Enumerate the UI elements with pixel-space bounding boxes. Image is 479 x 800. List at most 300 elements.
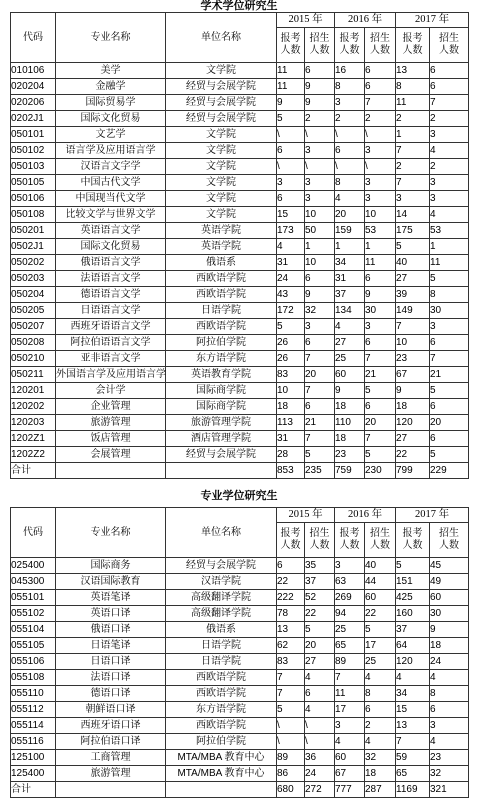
header-admitted-2015 xyxy=(305,523,335,558)
cell-2015-admitted: 6 xyxy=(305,335,335,351)
cell-2017-applied: 65 xyxy=(396,766,430,782)
row-major-name: 阿拉伯语口译 xyxy=(56,734,166,750)
cell-2016-applied: 60 xyxy=(335,750,365,766)
row-unit-name: 西欧语学院 xyxy=(166,670,277,686)
table-row xyxy=(11,686,469,702)
cell-2017-applied: 5 xyxy=(396,239,430,255)
row-code: 055116 xyxy=(11,734,56,750)
row-unit-name: 西欧语学院 xyxy=(166,686,277,702)
cell-2015-admitted: 5 xyxy=(305,447,335,463)
cell-2016-admitted: 18 xyxy=(365,766,396,782)
cell-2015-applied: 11 xyxy=(277,63,305,79)
cell-2016-applied: 3 xyxy=(335,95,365,111)
cell-2016-admitted: 6 xyxy=(365,63,396,79)
cell-2017-applied: 160 xyxy=(396,606,430,622)
cell-2017-applied: 64 xyxy=(396,638,430,654)
cell-2016-admitted: 8 xyxy=(365,686,396,702)
cell-2015-admitted: 3 xyxy=(305,175,335,191)
cell-2016-admitted: 6 xyxy=(365,335,396,351)
row-unit-name: 东方语学院 xyxy=(166,702,277,718)
header-major: 专业名称 xyxy=(56,508,166,558)
header-year-2017: 2017 年 xyxy=(396,13,469,28)
table-row xyxy=(11,143,469,159)
table-row xyxy=(11,367,469,383)
cell-2015-applied: 28 xyxy=(277,447,305,463)
row-unit-name: 旅游管理学院 xyxy=(166,415,277,431)
row-major-name: 日语语言文学 xyxy=(56,303,166,319)
cell-2017-admitted: 6 xyxy=(430,702,469,718)
cell-2016-applied: 11 xyxy=(335,686,365,702)
cell-2016-admitted: 3 xyxy=(365,143,396,159)
cell-2017-applied: 59 xyxy=(396,750,430,766)
cell-2017-applied: 23 xyxy=(396,351,430,367)
row-unit-name: 经贸与会展学院 xyxy=(166,111,277,127)
row-unit-name: 西欧语学院 xyxy=(166,319,277,335)
row-major-name: 日语口译 xyxy=(56,654,166,670)
row-code: 1202Z2 xyxy=(11,447,56,463)
header-unit: 单位名称 xyxy=(166,13,277,63)
cell-2016-applied: 159 xyxy=(335,223,365,239)
cell-2015-applied: 13 xyxy=(277,622,305,638)
header-year-2016: 2016 年 xyxy=(335,508,396,523)
cell-2015-applied: 9 xyxy=(277,95,305,111)
table-row xyxy=(11,447,469,463)
cell-2017-admitted: 8 xyxy=(430,287,469,303)
row-unit-name: MTA/MBA 教育中心 xyxy=(166,750,277,766)
row-major-name: 国际贸易学 xyxy=(56,95,166,111)
cell-2017-admitted: 2 xyxy=(430,159,469,175)
cell-2015-admitted: \ xyxy=(305,718,335,734)
cell-2016-applied: 1 xyxy=(335,239,365,255)
cell-2015-applied: 26 xyxy=(277,335,305,351)
cell-2016-admitted: 17 xyxy=(365,638,396,654)
table-row xyxy=(11,287,469,303)
cell-2015-admitted: 3 xyxy=(305,319,335,335)
cell-2017-applied: 7 xyxy=(396,175,430,191)
row-unit-name: 阿拉伯学院 xyxy=(166,734,277,750)
cell-2016-admitted: \ xyxy=(365,127,396,143)
table-row xyxy=(11,415,469,431)
cell-2017-admitted: 6 xyxy=(430,63,469,79)
cell-2016-admitted: 7 xyxy=(365,95,396,111)
cell-2017-applied: 149 xyxy=(396,303,430,319)
row-unit-name: 文学院 xyxy=(166,191,277,207)
cell-2016-admitted: 3 xyxy=(365,319,396,335)
cell-2017-applied: 37 xyxy=(396,622,430,638)
cell-2016-applied: 67 xyxy=(335,766,365,782)
cell-2016-applied: 9 xyxy=(335,383,365,399)
header-admitted-line1: 招生 xyxy=(309,528,330,539)
cell-2015-applied: 6 xyxy=(277,191,305,207)
table-row xyxy=(11,431,469,447)
cell-2017-applied: 151 xyxy=(396,574,430,590)
table-row xyxy=(11,255,469,271)
cell-2017-applied: 27 xyxy=(396,431,430,447)
cell-2017-admitted: 3 xyxy=(430,319,469,335)
row-code: 120202 xyxy=(11,399,56,415)
cell-2015-admitted: \ xyxy=(305,127,335,143)
professional-table-title: 专业学位研究生 xyxy=(200,490,278,502)
cell-2016-applied: 4 xyxy=(335,319,365,335)
cell-2016-admitted: 6 xyxy=(365,79,396,95)
row-unit-name: 英语学院 xyxy=(166,239,277,255)
cell-2016-applied: 16 xyxy=(335,63,365,79)
cell-2016-applied: 23 xyxy=(335,447,365,463)
table-row xyxy=(11,159,469,175)
row-major-name: 西班牙语语言文学 xyxy=(56,319,166,335)
row-code: 050102 xyxy=(11,143,56,159)
row-code: 055108 xyxy=(11,670,56,686)
cell-2015-admitted: 20 xyxy=(305,638,335,654)
header-applied-line2: 人数 xyxy=(402,540,423,551)
row-major-name: 饭店管理 xyxy=(56,431,166,447)
cell-2017-applied: 11 xyxy=(396,95,430,111)
cell-2016-applied: 8 xyxy=(335,79,365,95)
table-row xyxy=(11,63,469,79)
total-unit-empty-cell xyxy=(166,782,277,798)
row-code: 055105 xyxy=(11,638,56,654)
row-unit-name: 酒店管理学院 xyxy=(166,431,277,447)
row-code: 020206 xyxy=(11,95,56,111)
cell-2016-applied: 25 xyxy=(335,351,365,367)
row-major-name: 企业管理 xyxy=(56,399,166,415)
cell-2015-admitted: 50 xyxy=(305,223,335,239)
row-unit-name: 高级翻译学院 xyxy=(166,590,277,606)
cell-2016-applied: 18 xyxy=(335,431,365,447)
total-2017-admitted: 229 xyxy=(430,463,469,479)
cell-2015-applied: 5 xyxy=(277,111,305,127)
cell-2015-admitted: 2 xyxy=(305,111,335,127)
cell-2017-admitted: 3 xyxy=(430,191,469,207)
table-row xyxy=(11,606,469,622)
cell-2016-applied: 2 xyxy=(335,111,365,127)
header-admitted-2016 xyxy=(365,523,396,558)
cell-2015-admitted: 6 xyxy=(305,686,335,702)
row-major-name: 汉语国际教育 xyxy=(56,574,166,590)
cell-2016-applied: 20 xyxy=(335,207,365,223)
row-major-name: 日语笔译 xyxy=(56,638,166,654)
row-unit-name: 经贸与会展学院 xyxy=(166,95,277,111)
cell-2015-applied: \ xyxy=(277,718,305,734)
cell-2017-admitted: 5 xyxy=(430,447,469,463)
cell-2016-applied: 37 xyxy=(335,287,365,303)
cell-2017-admitted: 6 xyxy=(430,335,469,351)
cell-2016-admitted: 11 xyxy=(365,255,396,271)
row-code: 050208 xyxy=(11,335,56,351)
header-admitted-line2: 人数 xyxy=(439,540,459,551)
header-admitted-line2: 人数 xyxy=(370,45,390,56)
total-2015-applied: 853 xyxy=(277,463,305,479)
cell-2016-admitted: 22 xyxy=(365,606,396,622)
cell-2015-applied: 11 xyxy=(277,79,305,95)
row-major-name: 德语语言文学 xyxy=(56,287,166,303)
cell-2015-admitted: 4 xyxy=(305,702,335,718)
cell-2015-admitted: 6 xyxy=(305,399,335,415)
header-major: 专业名称 xyxy=(56,13,166,63)
cell-2016-admitted: 40 xyxy=(365,558,396,574)
cell-2017-admitted: 8 xyxy=(430,686,469,702)
row-code: 1202Z1 xyxy=(11,431,56,447)
row-major-name: 旅游管理 xyxy=(56,415,166,431)
row-major-name: 朝鲜语口译 xyxy=(56,702,166,718)
total-2015-admitted: 235 xyxy=(305,463,335,479)
cell-2016-admitted: 4 xyxy=(365,734,396,750)
cell-2017-admitted: 24 xyxy=(430,654,469,670)
cell-2017-admitted: 18 xyxy=(430,638,469,654)
table-row xyxy=(11,351,469,367)
row-unit-name: 东方语学院 xyxy=(166,351,277,367)
cell-2017-admitted: 9 xyxy=(430,622,469,638)
row-unit-name: 文学院 xyxy=(166,175,277,191)
row-code: 055101 xyxy=(11,590,56,606)
header-code: 代码 xyxy=(11,508,56,558)
row-code: 045300 xyxy=(11,574,56,590)
cell-2015-admitted: 27 xyxy=(305,654,335,670)
row-code: 055112 xyxy=(11,702,56,718)
cell-2016-admitted: 21 xyxy=(365,367,396,383)
cell-2016-applied: \ xyxy=(335,159,365,175)
cell-2015-admitted: 37 xyxy=(305,574,335,590)
cell-2017-applied: 22 xyxy=(396,447,430,463)
row-major-name: 会展管理 xyxy=(56,447,166,463)
total-2017-admitted: 321 xyxy=(430,782,469,798)
total-row xyxy=(11,782,469,798)
cell-2017-admitted: 6 xyxy=(430,399,469,415)
cell-2016-admitted: 4 xyxy=(365,670,396,686)
row-major-name: 外国语言学及应用语言学 xyxy=(56,367,166,383)
cell-2015-applied: \ xyxy=(277,734,305,750)
row-code: 0502J1 xyxy=(11,239,56,255)
cell-2017-applied: 2 xyxy=(396,159,430,175)
row-unit-name: 俄语系 xyxy=(166,622,277,638)
cell-2017-admitted: 6 xyxy=(430,79,469,95)
header-admitted-line1: 招生 xyxy=(309,33,330,44)
cell-2016-applied: 17 xyxy=(335,702,365,718)
row-major-name: 英语笔译 xyxy=(56,590,166,606)
cell-2017-applied: 9 xyxy=(396,383,430,399)
row-unit-name: 经贸与会展学院 xyxy=(166,558,277,574)
cell-2016-applied: 134 xyxy=(335,303,365,319)
professional-degree-table xyxy=(10,507,469,798)
cell-2015-applied: 62 xyxy=(277,638,305,654)
table-row xyxy=(11,750,469,766)
cell-2016-applied: 89 xyxy=(335,654,365,670)
row-unit-name: 高级翻译学院 xyxy=(166,606,277,622)
cell-2017-applied: 5 xyxy=(396,558,430,574)
cell-2016-admitted: 5 xyxy=(365,622,396,638)
row-code: 050211 xyxy=(11,367,56,383)
cell-2016-admitted: 30 xyxy=(365,303,396,319)
cell-2015-admitted: 9 xyxy=(305,79,335,95)
cell-2017-applied: 2 xyxy=(396,111,430,127)
header-admitted-line1: 招生 xyxy=(439,33,459,44)
cell-2015-admitted: 7 xyxy=(305,383,335,399)
row-code: 050201 xyxy=(11,223,56,239)
cell-2016-admitted: 7 xyxy=(365,351,396,367)
table-row xyxy=(11,303,469,319)
cell-2015-admitted: 22 xyxy=(305,606,335,622)
cell-2015-applied: 24 xyxy=(277,271,305,287)
total-2015-applied: 680 xyxy=(277,782,305,798)
row-major-name: 工商管理 xyxy=(56,750,166,766)
professional-table-body xyxy=(11,558,469,798)
cell-2016-applied: 4 xyxy=(335,734,365,750)
cell-2016-admitted: 44 xyxy=(365,574,396,590)
cell-2016-admitted: 2 xyxy=(365,111,396,127)
cell-2015-applied: 113 xyxy=(277,415,305,431)
row-code: 020204 xyxy=(11,79,56,95)
cell-2016-applied: 60 xyxy=(335,367,365,383)
table-row xyxy=(11,622,469,638)
row-major-name: 英语语言文学 xyxy=(56,223,166,239)
table-row xyxy=(11,319,469,335)
table-row xyxy=(11,95,469,111)
header-applied-line1: 报考 xyxy=(402,33,423,44)
table-row xyxy=(11,239,469,255)
row-major-name: 美学 xyxy=(56,63,166,79)
header-admitted-line2: 人数 xyxy=(370,540,390,551)
cell-2017-admitted: 45 xyxy=(430,558,469,574)
cell-2015-applied: 86 xyxy=(277,766,305,782)
cell-2015-admitted: 9 xyxy=(305,95,335,111)
row-unit-name: 文学院 xyxy=(166,63,277,79)
cell-2016-applied: 63 xyxy=(335,574,365,590)
row-unit-name: 文学院 xyxy=(166,159,277,175)
total-major-empty-cell xyxy=(56,463,166,479)
cell-2015-admitted: \ xyxy=(305,734,335,750)
cell-2015-applied: 5 xyxy=(277,702,305,718)
cell-2017-applied: 120 xyxy=(396,415,430,431)
row-major-name: 金融学 xyxy=(56,79,166,95)
cell-2016-admitted: 32 xyxy=(365,750,396,766)
table-row xyxy=(11,271,469,287)
cell-2015-applied: 89 xyxy=(277,750,305,766)
cell-2016-applied: 4 xyxy=(335,191,365,207)
cell-2016-applied: 3 xyxy=(335,558,365,574)
header-applied-2017 xyxy=(396,28,430,63)
total-2016-applied: 777 xyxy=(335,782,365,798)
cell-2017-applied: 18 xyxy=(396,399,430,415)
cell-2015-applied: 83 xyxy=(277,654,305,670)
row-code: 120201 xyxy=(11,383,56,399)
row-major-name: 文艺学 xyxy=(56,127,166,143)
cell-2015-applied: 7 xyxy=(277,686,305,702)
cell-2017-admitted: 3 xyxy=(430,718,469,734)
cell-2015-admitted: 36 xyxy=(305,750,335,766)
row-unit-name: 英语学院 xyxy=(166,223,277,239)
table-row xyxy=(11,574,469,590)
header-applied-2015 xyxy=(277,28,305,63)
cell-2015-applied: 83 xyxy=(277,367,305,383)
header-admitted-line1: 招生 xyxy=(370,528,390,539)
header-admitted-line2: 人数 xyxy=(309,45,330,56)
cell-2015-applied: 31 xyxy=(277,255,305,271)
row-unit-name: 西欧语学院 xyxy=(166,271,277,287)
cell-2016-admitted: \ xyxy=(365,159,396,175)
row-major-name: 阿拉伯语语言文学 xyxy=(56,335,166,351)
cell-2017-applied: 120 xyxy=(396,654,430,670)
row-unit-name: 国际商学院 xyxy=(166,383,277,399)
cell-2015-applied: 10 xyxy=(277,383,305,399)
cell-2017-admitted: 3 xyxy=(430,127,469,143)
header-year-2015: 2015 年 xyxy=(277,13,335,28)
table-row xyxy=(11,558,469,574)
row-major-name: 英语口译 xyxy=(56,606,166,622)
cell-2016-applied: 110 xyxy=(335,415,365,431)
row-major-name: 会计学 xyxy=(56,383,166,399)
cell-2015-applied: \ xyxy=(277,127,305,143)
cell-2017-applied: 8 xyxy=(396,79,430,95)
cell-2016-applied: 25 xyxy=(335,622,365,638)
cell-2017-admitted: 11 xyxy=(430,255,469,271)
row-unit-name: 西欧语学院 xyxy=(166,718,277,734)
cell-2017-admitted: 4 xyxy=(430,207,469,223)
row-unit-name: 阿拉伯学院 xyxy=(166,335,277,351)
cell-2015-applied: 78 xyxy=(277,606,305,622)
header-applied-line1: 报考 xyxy=(339,33,360,44)
cell-2015-admitted: 52 xyxy=(305,590,335,606)
header-admitted-2015 xyxy=(305,28,335,63)
header-applied-line1: 报考 xyxy=(280,528,301,539)
row-code: 050202 xyxy=(11,255,56,271)
row-major-name: 语言学及应用语言学 xyxy=(56,143,166,159)
cell-2015-applied: 15 xyxy=(277,207,305,223)
cell-2017-admitted: 6 xyxy=(430,431,469,447)
cell-2017-applied: 13 xyxy=(396,718,430,734)
cell-2017-admitted: 4 xyxy=(430,670,469,686)
header-applied-line1: 报考 xyxy=(339,528,360,539)
row-major-name: 汉语言文字学 xyxy=(56,159,166,175)
row-unit-name: 经贸与会展学院 xyxy=(166,79,277,95)
cell-2017-applied: 7 xyxy=(396,319,430,335)
cell-2016-applied: 8 xyxy=(335,175,365,191)
row-unit-name: 汉语学院 xyxy=(166,574,277,590)
total-label: 合计 xyxy=(11,463,56,479)
cell-2015-admitted: 9 xyxy=(305,287,335,303)
row-code: 050108 xyxy=(11,207,56,223)
table-row xyxy=(11,175,469,191)
total-2016-admitted: 230 xyxy=(365,463,396,479)
cell-2015-applied: 26 xyxy=(277,351,305,367)
cell-2015-applied: 18 xyxy=(277,399,305,415)
row-unit-name: 西欧语学院 xyxy=(166,287,277,303)
cell-2017-applied: 7 xyxy=(396,734,430,750)
row-code: 050106 xyxy=(11,191,56,207)
cell-2017-applied: 34 xyxy=(396,686,430,702)
header-applied-line2: 人数 xyxy=(280,45,301,56)
cell-2016-applied: 18 xyxy=(335,399,365,415)
row-code: 055114 xyxy=(11,718,56,734)
cell-2015-admitted: 20 xyxy=(305,367,335,383)
row-unit-name: 国际商学院 xyxy=(166,399,277,415)
header-row-years xyxy=(11,13,469,28)
row-code: 050207 xyxy=(11,319,56,335)
table-row xyxy=(11,670,469,686)
cell-2016-admitted: 20 xyxy=(365,415,396,431)
cell-2017-admitted: 30 xyxy=(430,303,469,319)
cell-2016-applied: 94 xyxy=(335,606,365,622)
cell-2016-admitted: 10 xyxy=(365,207,396,223)
row-unit-name: 文学院 xyxy=(166,143,277,159)
cell-2015-applied: 7 xyxy=(277,670,305,686)
cell-2017-admitted: 53 xyxy=(430,223,469,239)
cell-2017-applied: 7 xyxy=(396,143,430,159)
cell-2016-admitted: 6 xyxy=(365,399,396,415)
cell-2017-admitted: 1 xyxy=(430,239,469,255)
row-major-name: 俄语口译 xyxy=(56,622,166,638)
row-code: 055102 xyxy=(11,606,56,622)
cell-2016-admitted: 53 xyxy=(365,223,396,239)
